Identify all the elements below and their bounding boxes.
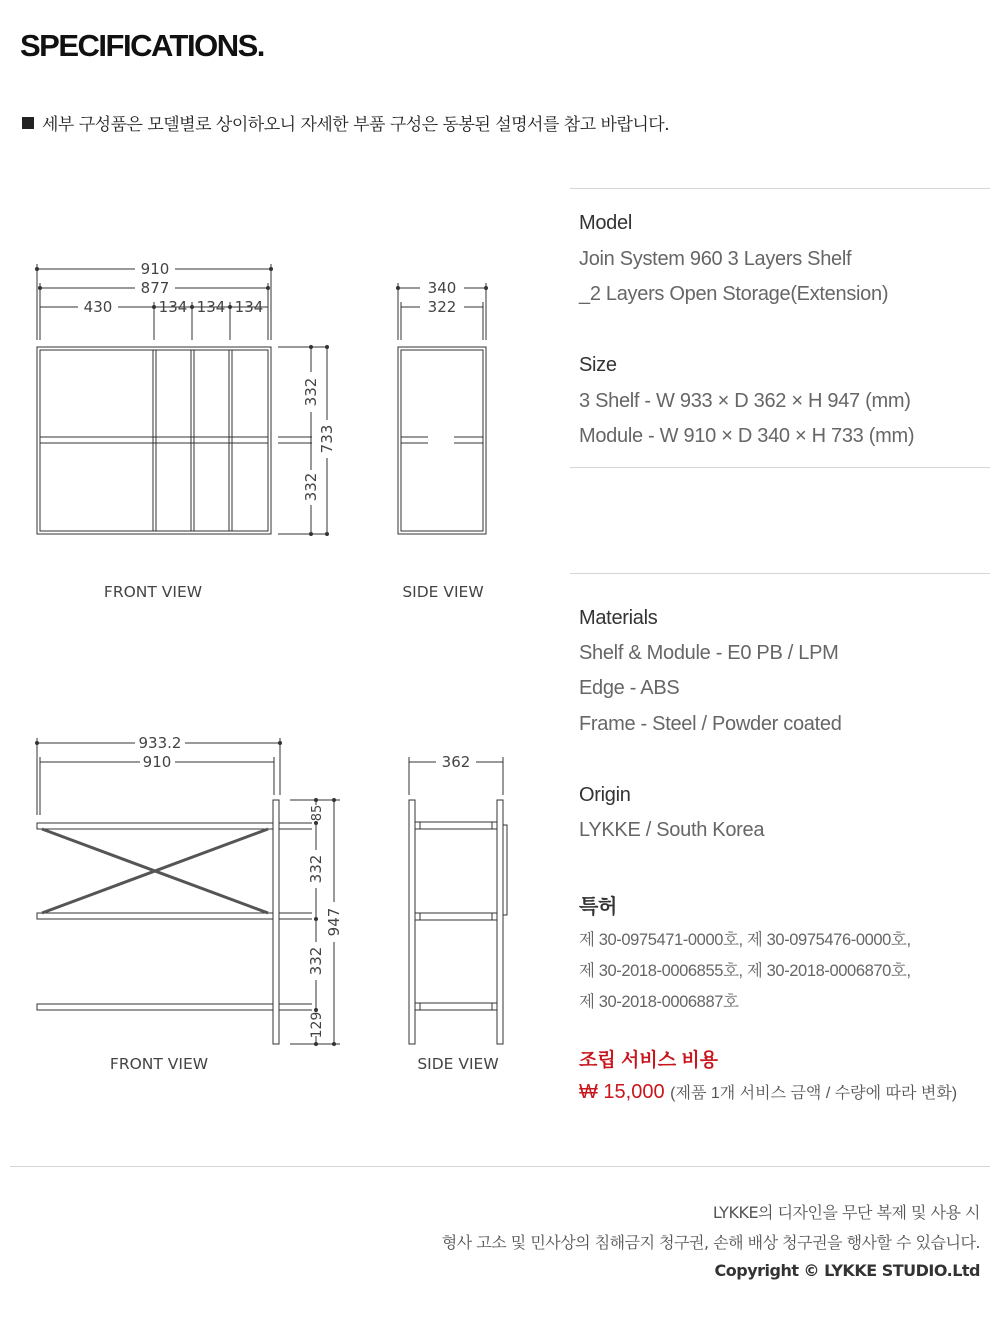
copyright: Copyright © LYKKE STUDIO.Ltd	[714, 1261, 980, 1280]
materials-line-2: Edge - ABS	[579, 677, 680, 699]
model-heading: Model	[579, 212, 632, 234]
page-title: SPECIFICATIONS.	[20, 28, 264, 63]
size-heading: Size	[579, 354, 617, 376]
footer-line-2: 형사 고소 및 민사상의 침해금지 청구권, 손해 배상 청구권을 행사할 수 있습니다.	[441, 1233, 980, 1252]
shelf-side-view	[409, 800, 507, 1044]
module-front-view	[37, 347, 271, 534]
service-heading: 조립 서비스 비용	[579, 1050, 719, 1071]
dim-332-c: 332	[307, 854, 325, 884]
materials-heading: Materials	[579, 607, 658, 629]
service-note: (제품 1개 서비스 금액 / 수량에 따라 변화)	[670, 1085, 958, 1102]
shelf-front-view-label: FRONT VIEW	[109, 1055, 209, 1073]
materials-line-3: Frame - Steel / Powder coated	[579, 713, 842, 735]
notice-label: 세부 구성품은 모델별로 상이하오니 자세한 부품 구성은 동봉된 설명서를 참고 바랍니다.	[42, 115, 670, 135]
origin-line: LYKKE / South Korea	[579, 819, 765, 841]
patent-line-2: 제 30-2018-0006855호, 제 30-2018-0006870호,	[579, 962, 911, 980]
module-side-view	[398, 347, 486, 534]
dim-362: 362	[441, 753, 471, 771]
technical-drawings	[0, 0, 570, 1100]
dim-134-c: 134	[234, 298, 264, 316]
module-front-view-label: FRONT VIEW	[103, 583, 203, 601]
shelf-front-view	[37, 800, 312, 1044]
patent-heading: 특허	[579, 896, 618, 918]
model-line-2: _2 Layers Open Storage(Extension)	[579, 283, 889, 305]
patent-line-3: 제 30-2018-0006887호	[579, 993, 739, 1011]
dim-134-a: 134	[158, 298, 188, 316]
dim-322: 322	[427, 298, 457, 316]
patent-line-1: 제 30-0975471-0000호, 제 30-0975476-0000호,	[579, 931, 911, 949]
dim-933: 933.2	[138, 734, 182, 752]
dim-910: 910	[140, 260, 170, 278]
materials-line-1: Shelf & Module - E0 PB / LPM	[579, 642, 839, 664]
dim-129: 129	[309, 1011, 325, 1039]
dim-910-b: 910	[142, 753, 172, 771]
dim-340: 340	[427, 279, 457, 297]
dim-877: 877	[140, 279, 170, 297]
dim-332-d: 332	[307, 946, 325, 976]
origin-heading: Origin	[579, 784, 631, 806]
divider-footer	[10, 1166, 990, 1167]
dim-332-b: 332	[302, 472, 320, 502]
shelf-side-view-label: SIDE VIEW	[417, 1055, 499, 1073]
size-line-1: 3 Shelf - W 933 × D 362 × H 947 (mm)	[579, 390, 911, 412]
dim-85: 85	[310, 804, 325, 822]
divider-materials	[570, 573, 990, 574]
module-side-view-label: SIDE VIEW	[402, 583, 484, 601]
divider-top	[570, 188, 990, 189]
dim-733: 733	[318, 424, 336, 454]
service-price: ₩ 15,000	[579, 1081, 665, 1103]
dim-947: 947	[325, 907, 343, 937]
footer-line-1: LYKKE의 디자인을 무단 복제 및 사용 시	[712, 1203, 980, 1222]
service-price-row	[579, 1080, 957, 1104]
divider-middle	[570, 467, 990, 468]
model-line-1: Join System 960 3 Layers Shelf	[579, 248, 852, 270]
dim-332-a: 332	[302, 377, 320, 407]
size-line-2: Module - W 910 × D 340 × H 733 (mm)	[579, 425, 915, 447]
dim-134-b: 134	[196, 298, 226, 316]
dim-430: 430	[83, 298, 113, 316]
